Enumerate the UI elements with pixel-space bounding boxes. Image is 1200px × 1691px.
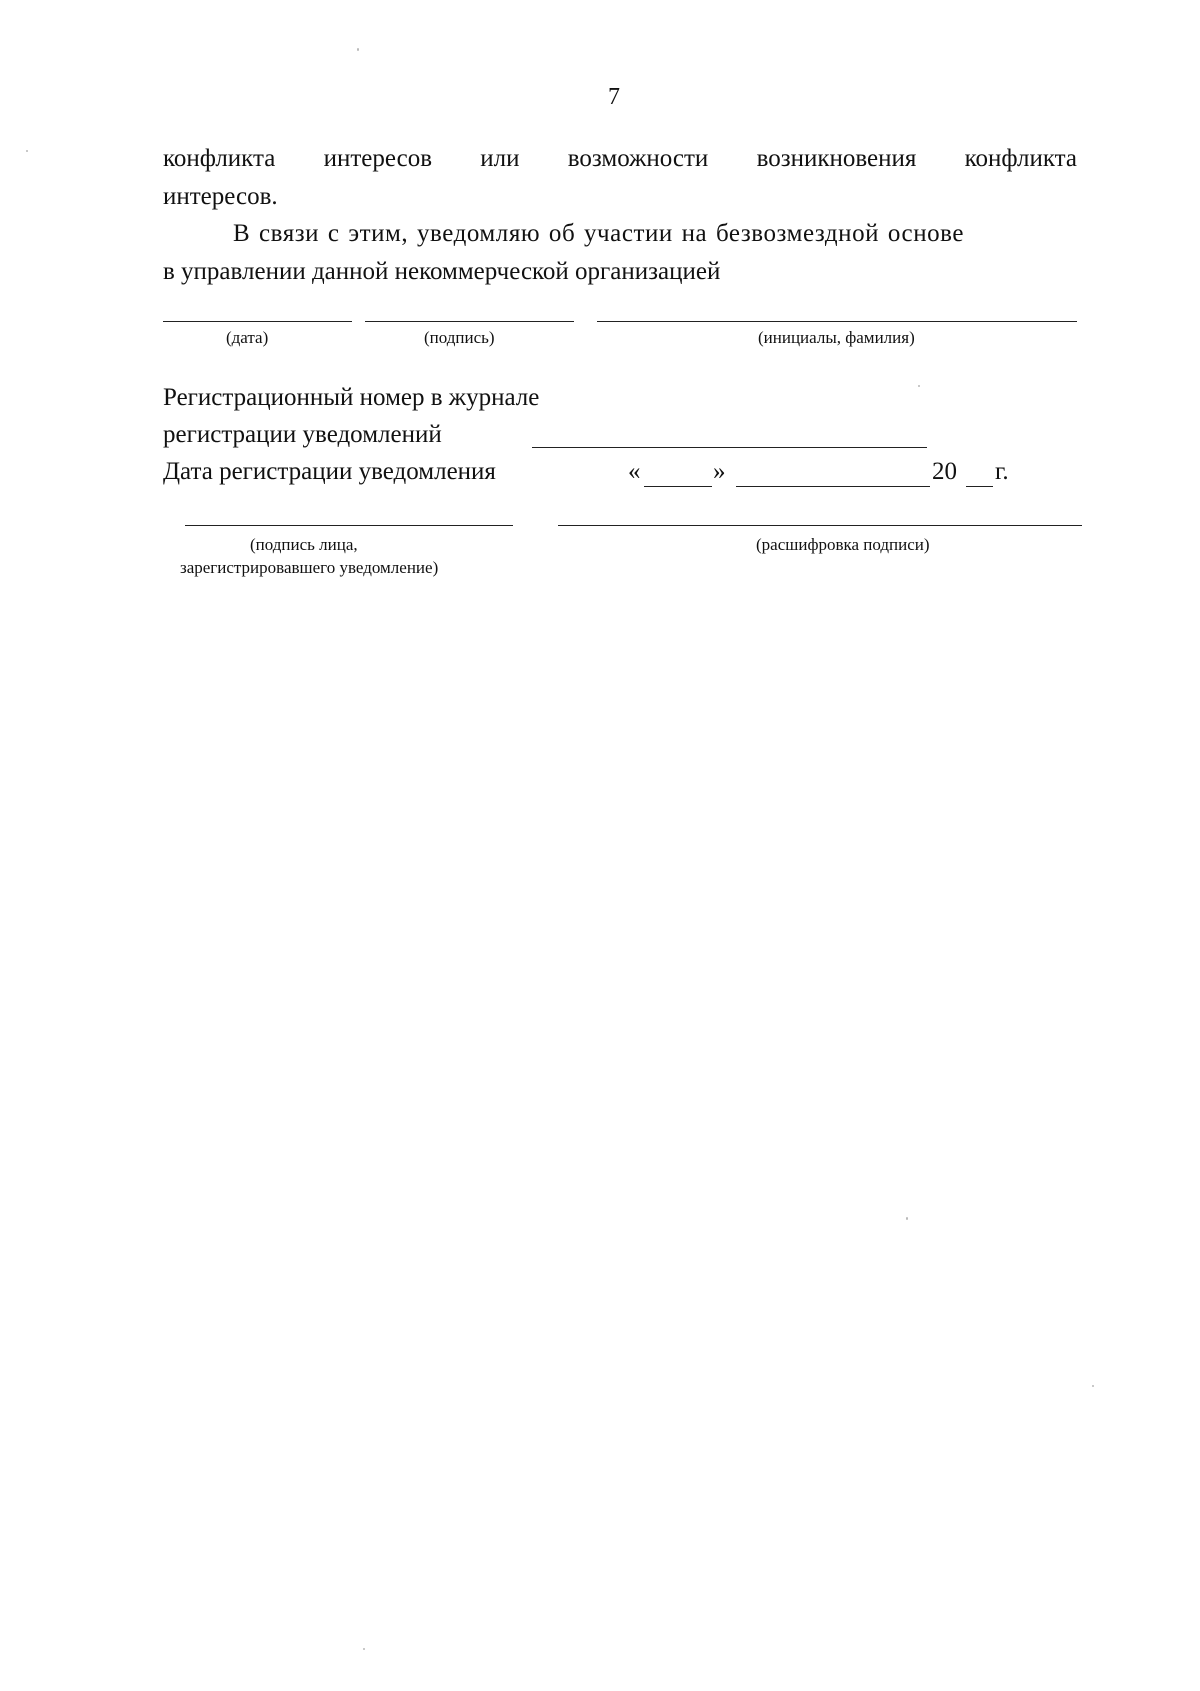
word: интересов — [323, 145, 433, 172]
date-caption: (дата) — [226, 328, 269, 347]
quote-close: » — [713, 458, 726, 485]
registrar-signature-blank-line[interactable] — [185, 525, 513, 526]
scan-speck — [26, 150, 28, 152]
paragraph-notification — [163, 215, 1077, 291]
word: конфликта — [964, 145, 1077, 172]
signature-blank-line[interactable] — [365, 321, 574, 322]
registrar-signature-caption-line2: зарегистрировавшего уведомление) — [180, 558, 439, 577]
year-prefix: 20 — [932, 458, 957, 485]
month-blank-line[interactable] — [736, 486, 930, 487]
paragraph-line: В связи с этим, уведомляю об участии на безвозмездной основе — [233, 220, 965, 247]
registration-number-label-line1: Регистрационный номер в журнале — [163, 384, 540, 411]
scan-speck — [906, 1217, 908, 1220]
paragraph-conflict — [163, 140, 1077, 216]
registration-number-blank-line[interactable] — [532, 447, 927, 448]
registration-date-label: Дата регистрации уведомления — [163, 458, 496, 485]
paragraph-line — [163, 140, 1077, 178]
scan-speck — [363, 1648, 365, 1650]
word: возможности — [567, 145, 709, 172]
day-blank-line[interactable] — [644, 486, 712, 487]
page-number: 7 — [608, 84, 620, 110]
word: конфликта — [163, 145, 276, 172]
year-suffix: г. — [995, 458, 1009, 485]
year-blank-line[interactable] — [966, 486, 993, 487]
quote-open: « — [628, 458, 641, 485]
registration-number-label-line2: регистрации уведомлений — [163, 421, 442, 448]
date-blank-line[interactable] — [163, 321, 352, 322]
scan-speck — [1092, 1385, 1094, 1387]
signature-decode-caption: (расшифровка подписи) — [756, 535, 930, 554]
signature-caption: (подпись) — [424, 328, 495, 347]
word: или — [480, 145, 520, 172]
scan-speck — [918, 385, 920, 387]
signature-decode-blank-line[interactable] — [558, 525, 1082, 526]
scan-speck — [357, 48, 359, 51]
registrar-signature-caption-line1: (подпись лица, — [250, 535, 358, 554]
name-blank-line[interactable] — [597, 321, 1077, 322]
paragraph-line: в управлении данной некоммерческой организацией — [163, 258, 721, 285]
paragraph-line: интересов. — [163, 183, 278, 210]
word: возникновения — [756, 145, 917, 172]
name-caption: (инициалы, фамилия) — [758, 328, 915, 347]
